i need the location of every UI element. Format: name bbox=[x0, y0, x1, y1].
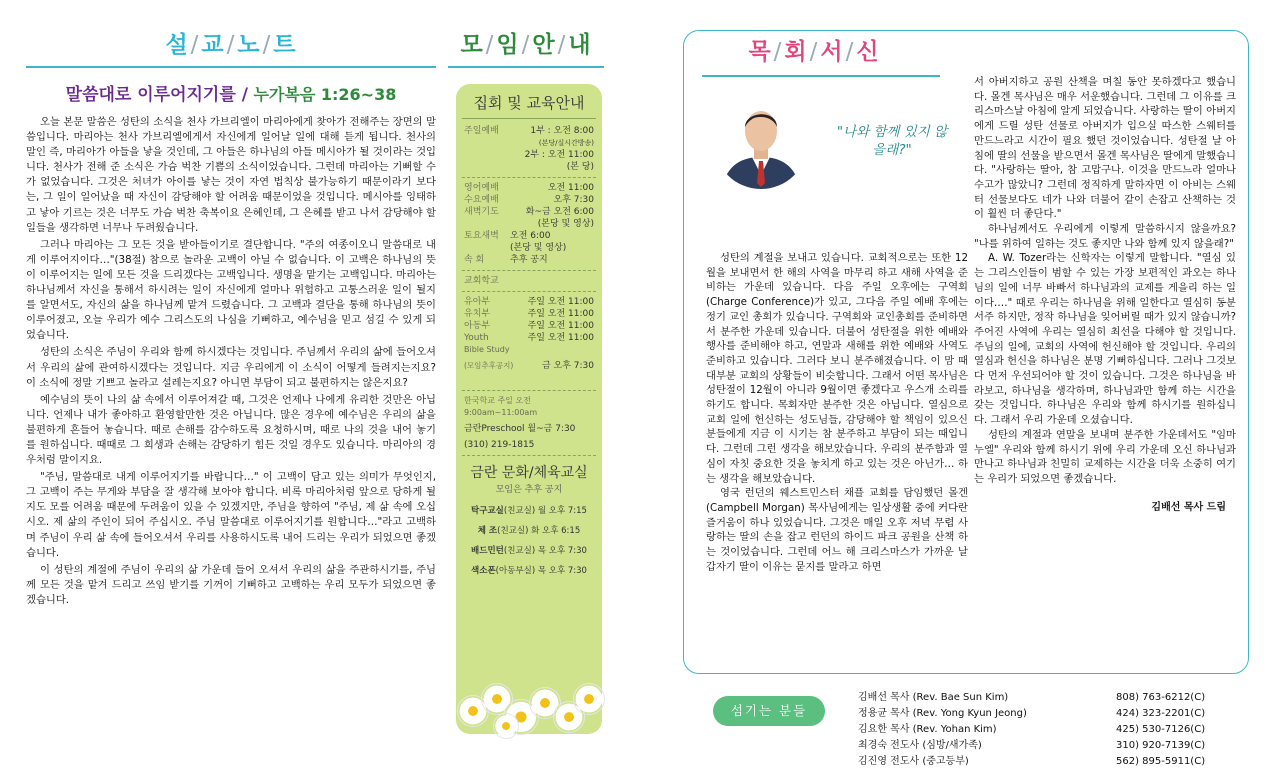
sermon-title-text: 말씀대로 이루어지기를 / bbox=[65, 85, 248, 105]
meeting-box-title: 집회 및 교육안내 bbox=[462, 84, 596, 119]
service-row: (본당 및 영상) bbox=[510, 243, 567, 253]
staff-row: 김요한 목사 (Rev. Yohan Kim) 425) 530-7126(C) bbox=[858, 724, 1206, 735]
service-row: 토요새벽 오전 6:00 bbox=[464, 231, 551, 241]
sermon-heading: 설/교/노/트 bbox=[165, 32, 297, 58]
culture-row: 체 조(친교실) 화 오후 6:15 bbox=[477, 526, 581, 536]
culture-row: 배드민턴(친교실) 목 오후 7:30 bbox=[471, 546, 587, 556]
bible-study-label: Bible Study bbox=[464, 345, 510, 354]
sermon-paragraph: 오늘 본문 말씀은 성탄의 소식을 천사 가브리엘이 마리아에게 찾아가 전해주는 장면의 말씀입니다. 마리아는 천사 가브리엘에게서 자신에게 일어날 일에 대해 듣게 됩니다. 천사의 말인 즉, 마리아가 아들을 낳을 것인데, 그 아들은 하나님의 아들 메시아가 될 것이라는 것입니다. 천사가 전해 준 소식은 가슴 벅찬 기쁨의 소식이었습니다. 그런데 마리아는 기뻐할 수가 없었습니다. 그것은 처녀가 아이를 낳는 것이 자연 법칙상 불가능하기 때문이라기 보다는, 그 일이 일어났을 때 자신이 감당해야 할 어려움 때문이었을 것입니다. 메시아를 잉태하고 낳아 기르는 것은 너무도 가슴 벅찬 축복이요 은혜인데, 그 은혜를 받고 나서 감당해야 할 일들을 생각하면 너무나 두려웠습니다. bbox=[26, 116, 436, 234]
staff-row: 김진영 전도사 (중고등부) 562) 895-5911(C) bbox=[858, 756, 1206, 767]
letter-left-column bbox=[706, 251, 968, 574]
meeting-section bbox=[448, 28, 604, 734]
letter-divider bbox=[702, 75, 940, 77]
culture-title: 금란 문화/체육교실 bbox=[470, 465, 588, 481]
sermon-paragraph: 그러나 마리아는 그 모든 것을 받아들이기로 결단합니다. "주의 여종이오니 말씀대로 내게 이루어지이다…"(38절) 참으로 놀라운 고백이 아닐 수 없습니다. 이 고백은 하나님의 뜻이 이루어지는 일에 모든 것을 드리겠다는 고백입니다. 생명을 맡기는 고백입니다. 마리아는 하나님께서 자신을 통해서 하시려는 일이 자신에게 얼마나 위험하고 고통스러운 일이 될지를 알면서도, 자신의 삶을 하나님께 맡겨 드렸습니다. 그 고백과 결단을 통해 하나님의 뜻이 이루어졌고, 오늘 우리가 예수 그리스도의 나심을 기뻐하고, 예수님을 믿고 섬길 수 있게 되었습니다. bbox=[26, 238, 436, 342]
culture-subtitle: 모임은 추후 공지 bbox=[495, 485, 563, 495]
letter-right-column bbox=[974, 75, 1236, 515]
bible-study-row: (모임추후공지) 금 오후 7:30 bbox=[464, 361, 594, 371]
phone: (310) 219-1815 bbox=[464, 440, 535, 450]
letter-paragraph: 서 아버지하고 공원 산책을 며칠 동안 못하겠다고 했습니다. 몰겐 목사님은 매우 서운했습니다. 그런데 그 이유를 크리스마스날 아침에 알게 되었습니다. 사랑하는 딸이 아버지에게 드릴 성탄 선물로 아버지가 입으실 따스한 스웨터를 만드느라고 시간이 필요 했던 것이었습니다. 성탄절 날 아침에 딸의 선물을 받으면서 몰겐 목사님은 딸에게 말했습니다. "사랑하는 딸아, 참 고맙구나. 이것을 만드느라 얼마나 수고가 많았니? 그런데 정직하게 말하자면 이 아비는 스웨터 선물보다도 네가 나와 더불어 같이 손잡고 산책하는 것이 훨씬 더 좋단다." bbox=[974, 76, 1236, 221]
letter-quote: "나와 함께 있지 않을래?" bbox=[836, 124, 948, 158]
letter-paragraph: 영국 런던의 웨스트민스터 채플 교회를 담임했던 몰겐(Campbell Morgan) 목사님에게는 일상생활 중에 커다란 즐거움이 하나 있었습니다. 그것은 매일 오후 저녁 무렵 사랑하는 딸의 손을 잡고 런던의 하이드 파크 공원을 산책 하는 것이었습니다. 그런데 어느 해 크리스마스가 가까운 날 갑자기 딸이 이유는 묻지를 말라고 하면 bbox=[706, 487, 968, 573]
school-row: 아동부 주일 오전 11:00 bbox=[464, 321, 594, 331]
daisy-flower-icon bbox=[494, 714, 518, 738]
letter-paragraph: 성탄의 계절과 연말을 보내며 분주한 가운데서도 "임마누엘" 우리와 함께 하시기 위에 우리 가운데 오신 하나님과 만나고 하나님과 친밀히 교제하는 시간을 더욱 소중히 여기는 우리가 되었으면 좋겠습니다. bbox=[974, 428, 1236, 485]
service-row: 주일예배 1부 : 오전 8:00 bbox=[464, 126, 594, 136]
sermon-scripture-ref: 누가복음 1:26~38 bbox=[247, 85, 397, 104]
meeting-heading: 모/임/안/내 bbox=[460, 32, 592, 58]
sermon-paragraph: 예수님의 뜻이 나의 삶 속에서 이루어져갈 때, 그것은 언제나 나에게 유리한 것만은 아닙니다. 언제나 내가 좋아하고 환영할만한 것은 아닙니다. 많은 경우에 예수님은 우리의 삶을 불편하게 흔들어 놓습니다. 때로 손해를 감수하도록 요청하시며, 때로 나의 것을 내어 놓기를 원하십니다. 때때로 그 희생과 손해는 감당하기 힘든 것일 경우도 있습니다. 마리아의 경우처럼 말이지요. bbox=[26, 393, 436, 467]
service-row: (본당 및 영상) bbox=[537, 219, 594, 229]
staff-row: 정용균 목사 (Rev. Yong Kyun Jeong) 424) 323-2201(C) bbox=[858, 708, 1206, 719]
service-row: (본 당) bbox=[566, 162, 594, 172]
school-row: 유치부 주일 오전 11:00 bbox=[464, 309, 594, 319]
pastor-portrait-icon bbox=[714, 95, 808, 189]
service-row: 속 회 추후 공지 bbox=[464, 255, 548, 265]
service-row: 새벽기도 화~금 오전 6:00 bbox=[464, 207, 594, 217]
school-row: Youth 주일 오전 11:00 bbox=[464, 333, 594, 343]
sermon-paragraph: 이 성탄의 계절에 주님이 우리의 삶 가운데 들어 오셔서 우리의 삶을 주관하시기를, 주님께 모든 것을 맡겨 드리고 쓰임 받기를 기꺼이 기뻐하고 고백하는 우리 모두가 되었으면 좋겠습니다. bbox=[26, 563, 436, 606]
staff-label: 섬기는 분들 bbox=[713, 696, 825, 726]
letter-paragraph: 성탄의 계절을 보내고 있습니다. 교회적으로는 또한 12월을 보내면서 한 해의 사역을 마무리 하고 새해 사역을 준비하는 가운데 있습니다. 다음 주일 오후에는 구역회(Charge Conference)가 있고, 그다음 주일 예배 후에는 정기 교인 총회가 있습니다. 구역회와 교인총회를 준비하면서 분주한 가운데 있습니다. 더불어 성탄절을 위한 예배와 행사를 준비해야 하고, 연말과 새해를 위한 예배와 사역도 준비하고 있습니다. 그러다 보니 분주해졌습니다. 이 맘 때 대부분 교회의 상황들이 비슷합니다. 그래서 어떤 목사님은 성탄절이 12월이 아니라 9월이면 좋겠다고 우스개 소리를 하기도 합니다. 목회자만 분주한 것은 아닙니다. 열심으로 교회 일에 헌신하는 성도님들, 감당해야 할 책임이 있으신 분들에게 지금 이 시기는 참 분주하고 부담이 되는 때입니다. 그런데 그런 생각을 해보았습니다. 우리의 분주함과 열심이 자칫 중요한 것을 놓치게 하고 있는 것은 아닌가… 하는 생각을 해보았습니다. bbox=[706, 252, 968, 485]
service-row: 영어예배 오전 11:00 bbox=[464, 183, 594, 193]
letter-heading: 목/회/서/신 bbox=[748, 39, 880, 65]
culture-row: 색소폰(아동부실) 목 오후 7:30 bbox=[471, 566, 587, 576]
divider bbox=[462, 455, 596, 456]
culture-row: 탁구교실(친교실) 월 오후 7:15 bbox=[471, 506, 587, 516]
service-row: 수요예배 오후 7:30 bbox=[464, 195, 594, 205]
preschool: 금란Preschool 월~금 7:30 bbox=[464, 424, 576, 434]
sermon-paragraph: 성탄의 소식은 주님이 우리와 함께 하시겠다는 것입니다. 주님께서 우리의 삶에 들어오셔서 우리의 삶에 관여하시겠다는 것입니다. 지금 우리에게 이 소식이 어떻게 들려지는지요? 이 소식에 정말 기쁘고 놀라고 설레는지요? 아니면 부담이 되고 불편하지는 않은지요? bbox=[26, 346, 436, 389]
korean-school: 한국학교 주일 오전 9:00am~11:00am bbox=[464, 396, 538, 417]
pastor-letter bbox=[683, 30, 1249, 674]
service-row: 2부 : 오전 11:00 bbox=[524, 150, 594, 160]
staff-row: 최경숙 전도사 (심방/새가족) 310) 920-7139(C) bbox=[858, 740, 1206, 751]
letter-paragraph: 하나님께서도 우리에게 이렇게 말씀하시지 않을까요? "나를 위하여 일하는 것도 좋지만 나와 함께 있지 않을래?" bbox=[974, 223, 1236, 250]
sermon-paragraph: "주님, 말씀대로 내게 이루어지기를 바랍니다…" 이 고백이 담고 있는 의미가 무엇인지, 그 고백이 주는 무게와 부담을 잘 생각해 보아야 합니다. 비록 마리아처럼 앞으로 당하게 될지도 모를 어려움 때문에 두려움이 있을 수 있겠지만, 주님을 향하여 "주님, 제 삶 속에 오십시오. 제 삶의 주인이 되어 주십시오. 주님 말씀대로 이루어지기를 원합니다…"라고 고백하며 주님이 우리 삶 속에 들어오셔서 우리를 사용하시도록 내어 드리는 우리가 되었으면 좋겠습니다. bbox=[26, 471, 436, 559]
staff-row: 김배선 목사 (Rev. Bae Sun Kim) 808) 763-6212(C) bbox=[858, 692, 1206, 703]
daisy-flower-icon bbox=[574, 684, 604, 714]
divider bbox=[462, 177, 596, 178]
pastor-photo bbox=[714, 95, 808, 189]
letter-paragraph: A. W. Tozer라는 신학자는 이렇게 말합니다. "열심 있는 그리스인들이 범할 수 있는 가장 보편적인 과오는 하나님의 일에 너무 바빠서 하나님과의 교제를 게을리 하는 일이다…." 때로 우리는 하나님을 위해 일한다고 열심히 동분서주 하지만, 정작 하나님을 잊어버릴 때가 있지 않습니까? 주어진 사역에 우리는 열심히 최선을 다해야 할 것입니다. 주님의 일에, 교회의 사역에 헌신해야 할 것입니다. 우리의 열심과 헌신을 하나님은 분명 기뻐하십니다. 그러나 그것보다 먼저 우선되어야 할 것이 있습니다. 그것은 하나님을 바라보고, 하나님을 생각하며, 하나님과만 함께 하는 시간을 갖는 것입니다. 하나님은 우리와 함께 하시기를 원하십니다. 그래서 우리 가운데 오셨습니다. bbox=[974, 252, 1236, 427]
sermon-section bbox=[26, 28, 436, 608]
sermon-title bbox=[26, 80, 436, 105]
divider bbox=[462, 270, 596, 271]
school-row: 유아부 주일 오전 11:00 bbox=[464, 297, 594, 307]
church-school-label: 교회학교 bbox=[464, 276, 499, 286]
meeting-box bbox=[456, 84, 602, 734]
sermon-body bbox=[26, 115, 436, 608]
divider bbox=[462, 390, 596, 391]
divider bbox=[462, 291, 596, 292]
meeting-divider bbox=[448, 66, 604, 68]
service-row: (본당/실시간방송) bbox=[538, 139, 594, 147]
staff-list bbox=[858, 690, 1258, 770]
sermon-divider bbox=[26, 66, 436, 68]
letter-signature: 김배선 목사 드림 bbox=[1151, 501, 1226, 513]
